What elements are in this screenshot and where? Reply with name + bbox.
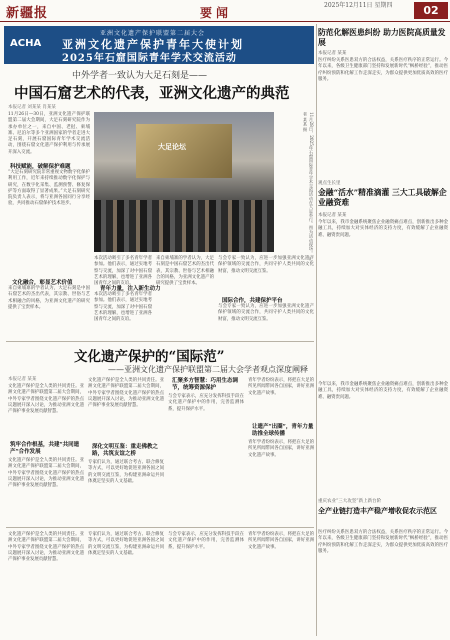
banner-line-1: 亚洲文化遗产保护青年大使计划 <box>62 38 244 51</box>
article2-subhead-1: 筑牢合作根基，共建“共同遗产”合作发展 <box>10 442 80 455</box>
column-divider <box>316 24 317 636</box>
section-title: 要闻 <box>200 6 233 20</box>
page-number: 02 <box>414 2 448 19</box>
article1-para-3b: 来自柬埔寨的学者认为，大足石刻是中国石窟艺术的杰出代表，其宗教、世俗与艺术相融合的风格，为亚洲文化遗产的研究提供了宝贵样本。 <box>156 256 214 287</box>
sidebar-headline-1: 防范化解医患纠纷 助力医院高质量发展 <box>318 28 446 47</box>
article2-lower-col-2: 专家们认为，通过联合考古、联合修复等方式，可以更好地促进亚洲各国之间的文明交流互鉴，为构建亚洲命运共同体奠定坚实的人文基础。 <box>88 532 164 556</box>
article1-para-2: 来自柬埔寨的学者认为，大足石刻是中国石窟艺术的杰出代表，其宗教、世俗与艺术相融合的风格，为亚洲文化遗产的研究提供了宝贵样本。 <box>8 286 90 310</box>
article2-subhead-2: 深化文明互鉴：重走佛教之路，共筑友谊之桥 <box>92 444 159 457</box>
section-divider <box>6 341 314 342</box>
article2-para-4: 青年学者纷纷表示，将把在大足的所见所闻带回各自国家，讲好亚洲文化遗产故事。 <box>248 440 314 458</box>
sidebar-byline-2: 本报记者 某某 <box>318 213 347 218</box>
article1-para-3a: 本次活动吸引了多名青年学者参加。他们表示，通过实地考察与交流，加深了对中国石窟艺术的理解，也增进了亚洲各国青年之间的友谊。 <box>94 256 152 287</box>
article1-subhead-4: 国际合作，共建保护平台 <box>222 298 283 304</box>
banner-subtitle: 亚洲文化遗产保护联盟第二届大会 <box>100 30 206 37</box>
sidebar-headline-3: 全产业链打造丰产稳产增收促农示范区 <box>318 506 437 515</box>
newspaper-logo: 新疆报 <box>6 6 49 21</box>
article2-para-3: 与会专家表示，应充分发挥科技手段在文化遗产保护中的作用，完善监测体系，提升保护水平。 <box>168 394 244 412</box>
article2-para-4a: 青年学者纷纷表示，将把在大足的所见所闻带回各自国家，讲好亚洲文化遗产故事。 <box>248 378 314 396</box>
lower-divider <box>6 527 314 528</box>
sidebar-text-3: 医疗纠纷关系医患双方的合法权益，关系医疗秩序的正常运行。今年以来，各级卫生健康部门坚持和发展新时代“枫桥经验”，推动医疗纠纷预防和化解工作走深走实，为群众提供更加优质高效的医疗服务。 <box>318 530 448 554</box>
sidebar-headline-2: 金融“活水”精准滴灌 三大工具破解企业融资难 <box>318 188 447 207</box>
article1-para-4a: 与会专家一致认为，应进一步加强亚洲文化遗产保护领域的交流合作，共同守护人类共同的文化财富，推动文明交流互鉴。 <box>218 256 314 274</box>
article1-lead: 11月26日—30日，亚洲文化遗产保护联盟第二届大会期间，大足石刻研究院作为承办单位之一，来自中国、老挝、柬埔寨、尼泊尔等多个亚洲国家的学者走进大足石刻，开展石窟国际青年学术交流活动，围绕石窟文化遗产保护利用与传承展开深入交流。 <box>8 112 90 155</box>
sidebar-text-1: 医疗纠纷关系医患双方的合法权益，关系医疗秩序的正常运行。今年以来，各级卫生健康部门坚持和发展新时代“枫桥经验”，推动医疗纠纷预防和化解工作走深走实，为群众提供更加优质高效的医疗服务。 <box>318 58 448 82</box>
sidebar-text-2: 今年以来，我市金融系统聚焦企业融资痛点难点，创新推出多种金融工具，持续加大对实体经济的支持力度，有效缓解了企业融资难、融资贵问题。 <box>318 220 448 238</box>
article2-subhead-3: 汇聚多方智慧：巧用生态调节，统筹资源保护 <box>172 378 239 391</box>
article1-subhead-1: 科技赋能，破解保护难题 <box>10 164 71 170</box>
article1-para-4: 与会专家一致认为，应进一步加强亚洲文化遗产保护领域的交流合作，共同守护人类共同的文化财富，推动文明交流互鉴。 <box>218 304 314 322</box>
article1-para-1: “大足石刻研究院非常重视文物数字化保护利用工作，近年来持续推动数字化保护与研究，在数字化采集、监测预警、修复保护等方面取得了显著成果。”大足石刻研究院负责人表示，将与亚洲各国同行分享经验，共同推动石窟保护技术进步。 <box>8 170 90 207</box>
article1-subhead-3: 青年力量，注入新生动力 <box>100 286 161 292</box>
article1-byline: 本报记者 刘某某 肖某某 <box>8 105 56 110</box>
photo-caption: 11月28日，2025年石窟国际青年学术交流活动在大足举行。图为活动现场。 记者 某某 摄 <box>303 112 314 261</box>
acha-logo: ACHA <box>10 38 42 49</box>
sidebar-kicker-3: 重庆农业“三大攻坚”新上新台阶 <box>318 499 382 504</box>
issue-date: 2025年12月11日 星期四 <box>324 2 393 9</box>
article1-para-3: 本次活动吸引了多名青年学者参加。他们表示，通过实地考察与交流，加深了对中国石窟艺术的理解，也增进了亚洲各国青年之间的友谊。 <box>94 292 152 323</box>
sidebar-text-2b: 今年以来，我市金融系统聚焦企业融资痛点难点，创新推出多种金融工具，持续加大对实体经济的支持力度，有效缓解了企业融资难、融资贵问题。 <box>318 382 448 400</box>
article2-lower-col-3: 与会专家表示，应充分发挥科技手段在文化遗产保护中的作用，完善监测体系，提升保护水平。 <box>168 532 244 550</box>
sidebar-kicker-2: 观点生长里 <box>318 181 341 186</box>
article2-para-2: 专家们认为，通过联合考古、联合修复等方式，可以更好地促进亚洲各国之间的文明交流互鉴，为构建亚洲命运共同体奠定坚实的人文基础。 <box>88 460 164 484</box>
article2-byline: 本报记者 某某 <box>8 377 37 382</box>
article2-para-1: 文化遗产保护是全人类的共同责任。亚洲文化遗产保护联盟第二届大会期间，中外专家学者围绕文化遗产保护的热点议题展开深入讨论，为推动亚洲文化遗产保护事业发展贡献智慧。 <box>8 458 84 489</box>
article2-para-1b: 文化遗产保护是全人类的共同责任。亚洲文化遗产保护联盟第二届大会期间，中外专家学者围绕文化遗产保护的热点议题展开深入讨论，为推动亚洲文化遗产保护事业发展贡献智慧。 <box>88 378 164 409</box>
banner-line-2: 2025年石窟国际青年学术交流活动 <box>62 53 237 64</box>
article2-headline: 文化遗产保护的“国际范” <box>74 349 225 365</box>
article1-headline: 中国石窟艺术的代表，亚洲文化遗产的典范 <box>14 85 290 102</box>
article1-kicker: 中外学者一致认为大足石刻是—— <box>72 71 208 81</box>
article2-subhead-4: 让遗产“出圈”，青年力量助推全球传播 <box>252 424 314 437</box>
stage-screen-label: 大足论坛 <box>158 142 186 151</box>
event-photo <box>94 112 274 252</box>
article2-para-0: 文化遗产保护是全人类的共同责任。亚洲文化遗产保护联盟第二届大会期间，中外专家学者围绕文化遗产保护的热点议题展开深入讨论，为推动亚洲文化遗产保护事业发展贡献智慧。 <box>8 384 84 415</box>
article1-subhead-2: 文化融合，彰显艺术价值 <box>12 280 73 286</box>
audience <box>94 200 274 252</box>
event-banner <box>4 26 314 64</box>
article2-subtitle: ——亚洲文化遗产保护联盟第二届大会学者观点深度阐释 <box>108 365 308 374</box>
stage-screen <box>136 124 232 178</box>
article2-lower-col-4: 青年学者纷纷表示，将把在大足的所见所闻带回各自国家，讲好亚洲文化遗产故事。 <box>248 532 314 550</box>
sidebar-byline-1: 本报记者 某某 <box>318 51 347 56</box>
article2-lower-col-1: 文化遗产保护是全人类的共同责任。亚洲文化遗产保护联盟第二届大会期间，中外专家学者围绕文化遗产保护的热点议题展开深入讨论，为推动亚洲文化遗产保护事业发展贡献智慧。 <box>8 532 84 563</box>
